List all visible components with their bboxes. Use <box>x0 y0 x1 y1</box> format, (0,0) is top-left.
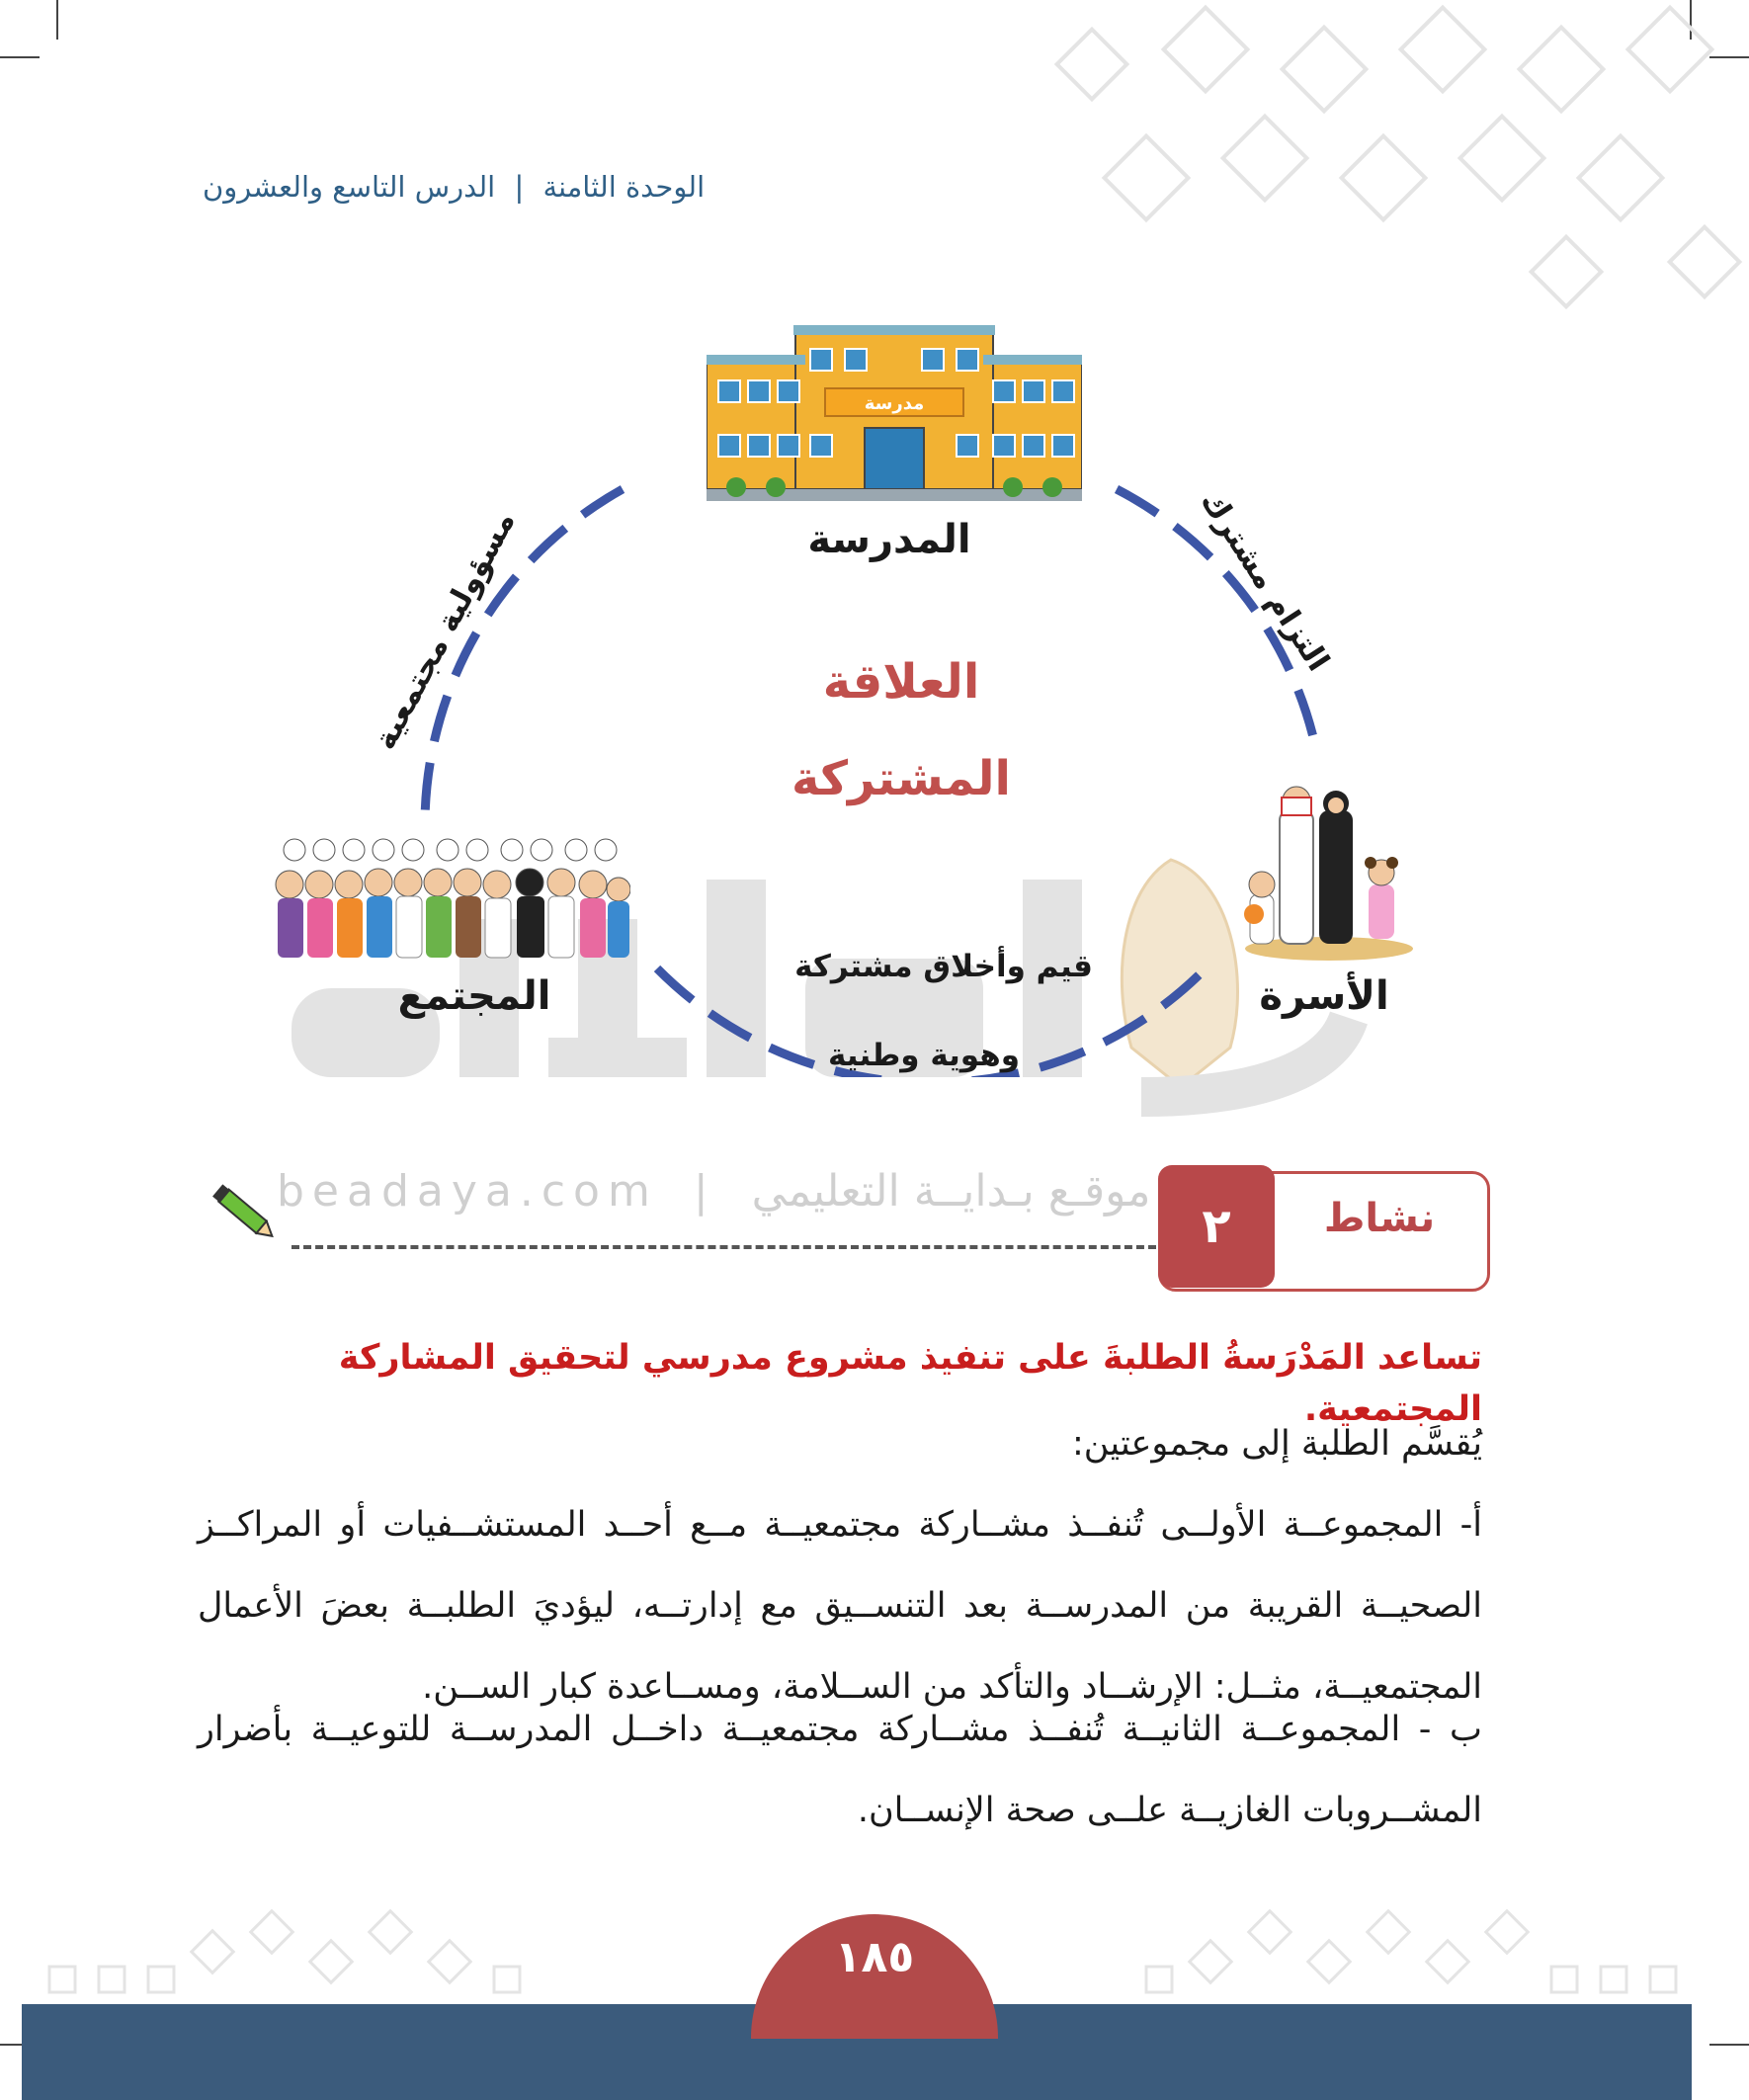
watermark-site: beadaya.com <box>277 1166 658 1217</box>
node-family: الأسرة <box>1259 973 1389 1019</box>
community-illustration <box>275 835 630 964</box>
edge-left-label: مسؤولية مجتمعية <box>367 505 523 756</box>
school-sign-text: مدرسة <box>864 393 925 414</box>
pencil-icon <box>208 1178 282 1247</box>
node-school: المدرسة <box>807 517 971 562</box>
crop-mark <box>56 0 58 40</box>
center-title-line1: العلاقة <box>822 654 980 710</box>
family-illustration <box>1240 776 1418 964</box>
group-b-text: ب - المجموعــة الثانيــة تُنفــذ مشــاركة مجتمعيــة داخــل المدرســة للتوعيــة بأضرار المشــروبات الغازيــة علــى صحة الإنســان. <box>198 1710 1482 1830</box>
watermark-site-line <box>277 1166 1151 1217</box>
crop-mark <box>1709 2044 1749 2046</box>
center-title-line2: المشتركة <box>791 751 1011 806</box>
edge-right-label: التزام مشترك <box>1193 484 1337 678</box>
group-a-text: أ- المجموعــة الأولــى تُنفــذ مشــاركة مجتمعيــة مــع أحــد المستشــفيات أو المراكــز الصحيــة القريبة من المدرســة بعد التنســيق مع إدارتــه، ليؤديَ الطلبــة بعضَ الأعمال المجتمعيــة، مثــل: الإرشــاد والتأكد من الســلامة، ومســاعدة كبار الســن. <box>198 1505 1482 1707</box>
activity-intro: تساعد المَدْرَسةُ الطلبةَ على تنفيذ مشروع مدرسي لتحقيق المشاركة المجتمعية. <box>338 1338 1482 1429</box>
unit-title: الوحدة الثامنة <box>542 170 706 204</box>
watermark-separator: | <box>693 1166 716 1217</box>
edge-bottom-label-2: وهوية وطنية <box>827 1038 1020 1073</box>
school-building-illustration <box>707 321 1082 504</box>
activity-number: ٢ <box>1158 1165 1275 1288</box>
page-number: ١٨٥ <box>751 1914 998 2039</box>
node-community: المجتمع <box>397 973 551 1019</box>
decorative-pattern <box>1028 0 1749 336</box>
activity-label: نشاط <box>1323 1196 1436 1241</box>
page-header <box>203 170 726 204</box>
arc-left <box>425 489 623 820</box>
watermark-tagline: موقـع بـدايــة التعليمي <box>751 1166 1151 1217</box>
activity-divider <box>292 1245 1156 1249</box>
lesson-title: الدرس التاسع والعشرون <box>203 170 496 204</box>
groups-split-text: يُقسَّم الطلبة إلى مجموعتين: <box>1071 1424 1482 1464</box>
crop-mark <box>0 56 40 58</box>
header-separator: | <box>514 170 525 204</box>
edge-bottom-label-1: قيم وأخلاق مشتركة <box>794 949 1093 984</box>
